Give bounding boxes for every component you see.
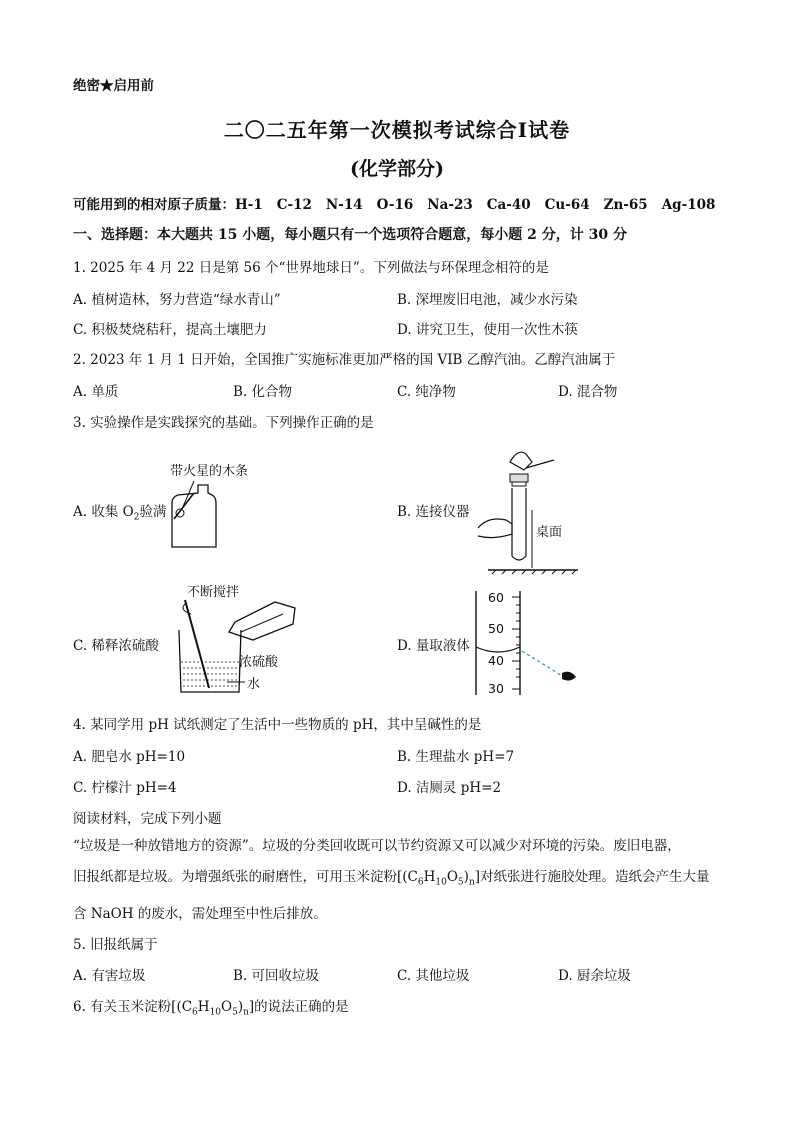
subscript: 10 [209,1007,222,1018]
q2-option-d[interactable]: D. 混合物 [558,384,618,400]
atomic-mass-item: Zn-65 [603,197,648,213]
question-3-stem: 3. 实验操作是实践探究的基础。下列操作正确的是 [73,415,374,431]
bottle-label-line [241,614,283,632]
q1-option-a[interactable]: A. 植树造林，努力营造“绿水青山” [73,292,281,308]
text: 6. 有关玉米淀粉[(C [73,999,193,1015]
q2-option-b[interactable]: B. 化合物 [233,384,293,400]
q3-option-c[interactable]: C. 稀释浓硫酸 [73,638,159,654]
q4-option-a[interactable]: A. 肥皂水 pH=10 [73,749,186,765]
reading-intro: 阅读材料，完成下列小题 [73,811,222,827]
q4-option-c[interactable]: C. 柠檬汁 pH=4 [73,780,177,796]
subscript: 5 [457,877,464,888]
beaker [179,630,241,692]
atomic-mass-item: C-12 [276,197,312,213]
atomic-mass-item: O-16 [376,197,414,213]
subscript: 2 [133,512,140,523]
reading-passage [73,831,723,930]
reading-line-3: 含 NaOH 的废水，需处理至中性后排放。 [73,905,327,922]
atomic-mass-item: H-1 [235,197,263,213]
text: 旧报纸都是垃圾。为增强纸张的耐磨性，可用玉米淀粉[(C [73,869,418,885]
text: H [423,869,436,885]
reading-line-2 [73,862,723,899]
section-heading: 一、选择题：本大题共 15 小题，每小题只有一个选项符合题意，每小题 2 分，计 30 分 [73,227,627,243]
rubber-stopper [510,474,528,482]
question-4-stem: 4. 某同学用 pH 试纸测定了生活中一些物质的 pH，其中呈碱性的是 [73,717,482,733]
q2-option-c[interactable]: C. 纯净物 [397,384,456,400]
q3-option-a[interactable] [73,500,166,523]
figure-d-cylinder [470,585,590,700]
eye-icon [562,672,576,681]
confidential-mark: 绝密★启用前 [73,78,154,94]
tick-label: 50 [488,621,504,636]
exam-title: 二〇二五年第一次模拟考试综合Ⅰ试卷 [223,118,571,142]
text: H [197,999,210,1015]
subscript: 5 [232,1007,238,1018]
q2-option-a[interactable]: A. 单质 [73,384,119,400]
water-fill [183,668,237,686]
atomic-mass-item: N-14 [325,197,363,213]
atomic-mass-item: Cu-64 [544,197,590,213]
figure-c-stir-label: 不断搅拌 [187,585,240,600]
atomic-masses [73,193,715,213]
text: ]的说法正确的是 [248,999,349,1015]
q4-option-d[interactable]: D. 洁厕灵 pH=2 [397,780,502,796]
cylinder-ticks [512,597,520,689]
lower-hand [478,519,512,538]
q5-option-a[interactable]: A. 有害垃圾 [73,968,146,984]
stopper-base [512,482,526,486]
subscript: 6 [192,1007,198,1018]
subscript: n [243,1007,249,1018]
q3-option-d[interactable]: D. 量取液体 [397,638,470,654]
figure-b-label: 桌面 [536,525,563,540]
question-2-stem: 2. 2023 年 1 月 1 日开始，全国推广实施标准更加严格的国 VIB 乙醇汽油。乙醇汽油属于 [73,352,616,368]
atomic-mass-item: Na-23 [427,197,473,213]
exam-subtitle: (化学部分) [350,158,444,180]
atomic-mass-item: Ca-40 [486,197,531,213]
glass-rod [185,600,209,688]
figure-c-acid-label: 浓硫酸 [239,655,279,670]
q5-option-d[interactable]: D. 厨余垃圾 [558,968,631,984]
figure-a-label: 带火星的木条 [170,464,249,479]
figure-c-dilution [165,580,315,698]
test-tube [512,488,526,560]
figure-b-apparatus [470,440,590,575]
atomic-masses-label: 可能用到的相对原子质量： [73,197,235,213]
question-5-stem: 5. 旧报纸属于 [73,937,158,953]
text: O [221,999,233,1015]
q3-option-a-text: A. 收集 O [73,504,134,520]
subscript: 6 [417,877,424,888]
text: ) [237,999,244,1015]
q5-option-c[interactable]: C. 其他垃圾 [397,968,470,984]
q3-option-b[interactable]: B. 连接仪器 [397,504,470,520]
tick-label: 40 [488,653,504,668]
tick-label: 30 [488,681,504,696]
meniscus [476,647,520,652]
q1-option-c[interactable]: C. 积极焚烧秸秆，提高土壤肥力 [73,322,267,338]
figure-a-bottle [160,455,280,555]
reagent-bottle [229,602,295,640]
question-6-stem [73,995,349,1018]
subscript: n [468,877,475,888]
q4-option-b[interactable]: B. 生理盐水 pH=7 [397,749,515,765]
tick-label: 60 [488,590,504,605]
text: ]对纸张进行施胶处理。造纸会产生大量 [474,869,710,885]
text: O [446,869,458,885]
q1-option-d[interactable]: D. 讲究卫生，使用一次性木筷 [397,322,578,338]
question-1-stem: 1. 2025 年 4 月 22 日是第 56 个“世界地球日”。下列做法与环保理念相符的是 [73,260,549,276]
text: ) [463,869,469,885]
sight-line [522,651,564,677]
reading-line-1: “垃圾是一种放错地方的资源”。垃圾的分类回收既可以节约资源又可以减少对环境的污染。废旧电器， [73,838,681,854]
q1-option-b[interactable]: B. 深埋废旧电池，减少水污染 [397,292,578,308]
subscript: 10 [435,877,447,888]
figure-c-water-label: 水 [247,677,261,692]
q3-option-a-text-end: 验满 [139,504,167,520]
atomic-mass-item: Ag-108 [661,197,716,213]
q5-option-b[interactable]: B. 可回收垃圾 [233,968,320,984]
